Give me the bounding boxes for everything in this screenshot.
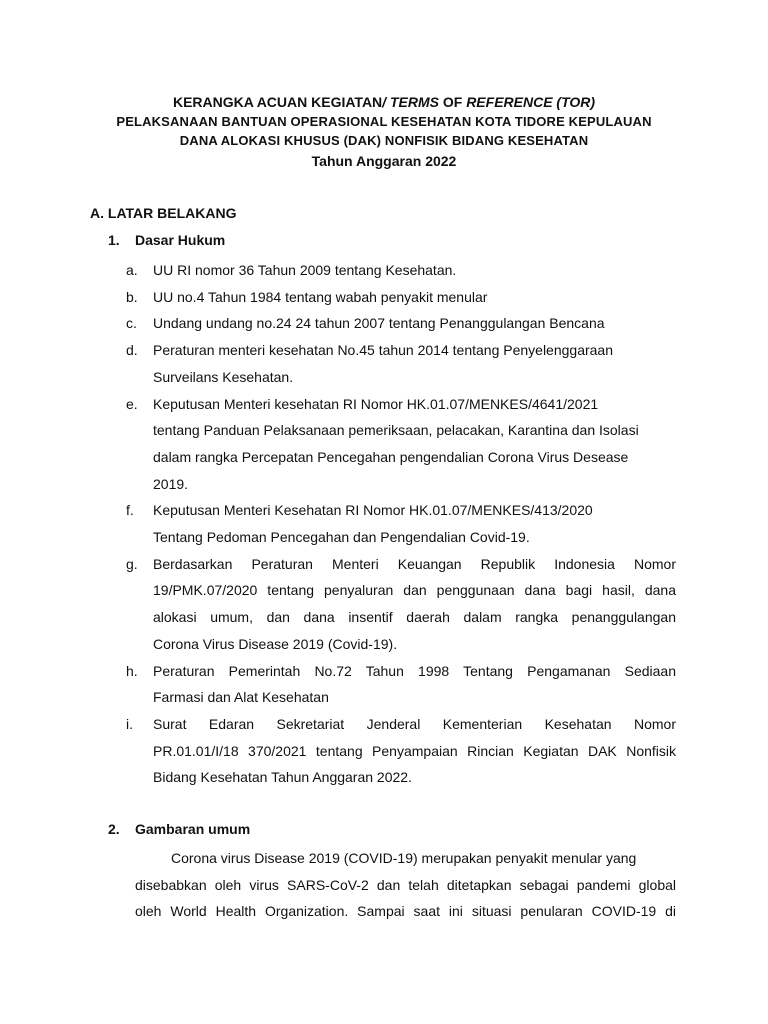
list-item: [126, 497, 676, 550]
list-item-line: Keputusan Menteri Kesehatan RI Nomor HK.01.07/MENKES/413/2020: [153, 502, 593, 519]
list-item: [126, 257, 676, 284]
list-item: [126, 658, 676, 711]
list-item-text: [153, 391, 676, 498]
list-item: [126, 391, 676, 498]
list-item-line: Bidang Kesehatan Tahun Anggaran 2022.: [153, 769, 412, 786]
list-item-text: [153, 551, 676, 658]
list-item-line: Surveilans Kesehatan.: [153, 368, 294, 385]
header-year: Tahun Anggaran 2022: [311, 153, 457, 169]
title-terms: TERMS: [389, 94, 439, 110]
list-item-line: 2019.: [153, 475, 189, 492]
title-reference: REFERENCE (TOR): [466, 94, 596, 110]
title-of: OF: [438, 94, 467, 110]
list-item-text: [153, 658, 676, 711]
subsection-title: Gambaran umum: [135, 821, 251, 837]
list-item-letter: e.: [126, 395, 138, 412]
header-line-3: DANA ALOKASI KHUSUS (DAK) NONFISIK BIDANG KESEHATAN: [179, 133, 589, 148]
document-title: [0, 92, 768, 112]
list-item: [126, 337, 676, 390]
list-item: [126, 284, 676, 311]
legal-basis-list: [126, 257, 676, 791]
list-item-letter: i.: [126, 715, 133, 732]
subsection-dasar-hukum: [108, 232, 225, 248]
list-item-line: 19/PMK.07/2020 tentang penyaluran dan penggunaan dana bagi hasil, dana: [153, 582, 676, 599]
list-item-line: Berdasarkan Peraturan Menteri Keuangan Republik Indonesia Nomor: [153, 555, 676, 572]
list-item-text: [153, 711, 676, 791]
list-item-letter: g.: [126, 555, 138, 572]
list-item-line: Peraturan Pemerintah No.72 Tahun 1998 Tentang Pengamanan Sediaan: [153, 662, 676, 679]
list-item-text: [153, 310, 676, 337]
list-item-text: [153, 284, 676, 311]
title-separator: /: [382, 94, 390, 110]
list-item-line: Farmasi dan Alat Kesehatan: [153, 689, 329, 706]
list-item-letter: c.: [126, 315, 137, 332]
list-item-line: Corona Virus Disease 2019 (Covid-19).: [153, 635, 398, 652]
list-item-text: [153, 337, 676, 390]
list-item-line: PR.01.01/I/18 370/2021 tentang Penyampaian Rincian Kegiatan DAK Nonfisik: [153, 742, 676, 759]
list-item-letter: h.: [126, 662, 138, 679]
list-item-line: Peraturan menteri kesehatan No.45 tahun 2014 tentang Penyelenggaraan: [153, 342, 614, 359]
list-item-line: Keputusan Menteri kesehatan RI Nomor HK.01.07/MENKES/4641/2021: [153, 395, 599, 412]
paragraph-line: oleh World Health Organization. Sampai saat ini situasi penularan COVID-19 di: [135, 903, 676, 920]
list-item-text: [153, 497, 676, 550]
list-item-line: UU RI nomor 36 Tahun 2009 tentang Kesehatan.: [153, 262, 457, 278]
general-overview-paragraph: [135, 845, 676, 925]
list-item: [126, 551, 676, 658]
list-item-line: Undang undang no.24 24 tahun 2007 tentang Penanggulangan Bencana: [153, 315, 605, 332]
subsection-number: 2.: [108, 821, 120, 837]
title-prefix: KERANGKA ACUAN KEGIATAN: [172, 94, 383, 110]
subsection-gambaran-umum: [108, 821, 250, 837]
paragraph-line: Corona virus Disease 2019 (COVID-19) merupakan penyakit menular yang: [171, 850, 637, 866]
subsection-number: 1.: [108, 232, 120, 248]
list-item-line: alokasi umum, dan dana insentif daerah dalam rangka penanggulangan: [153, 609, 676, 626]
subsection-title: Dasar Hukum: [135, 232, 226, 248]
list-item-line: Tentang Pedoman Pencegahan dan Pengendalian Covid-19.: [153, 529, 530, 546]
list-item-line: dalam rangka Percepatan Pencegahan pengendalian Corona Virus Desease: [153, 448, 629, 465]
paragraph-line: disebabkan oleh virus SARS-CoV-2 dan telah ditetapkan sebagai pandemi global: [135, 876, 676, 893]
list-item-letter: d.: [126, 342, 138, 359]
list-item-letter: b.: [126, 288, 138, 305]
list-item-text: [153, 257, 676, 284]
list-item: [126, 711, 676, 791]
list-item-line: tentang Panduan Pelaksanaan pemeriksaan, pelacakan, Karantina dan Isolasi: [153, 422, 639, 439]
document-header: [0, 92, 768, 172]
list-item-letter: f.: [126, 502, 134, 519]
list-item-letter: a.: [126, 262, 138, 278]
section-a-title: A. LATAR BELAKANG: [90, 205, 237, 221]
list-item-line: Surat Edaran Sekretariat Jenderal Kementerian Kesehatan Nomor: [153, 715, 676, 732]
list-item: [126, 310, 676, 337]
list-item-line: UU no.4 Tahun 1984 tentang wabah penyakit menular: [153, 288, 488, 305]
header-line-2: PELAKSANAAN BANTUAN OPERASIONAL KESEHATAN KOTA TIDORE KEPULAUAN: [116, 114, 652, 129]
